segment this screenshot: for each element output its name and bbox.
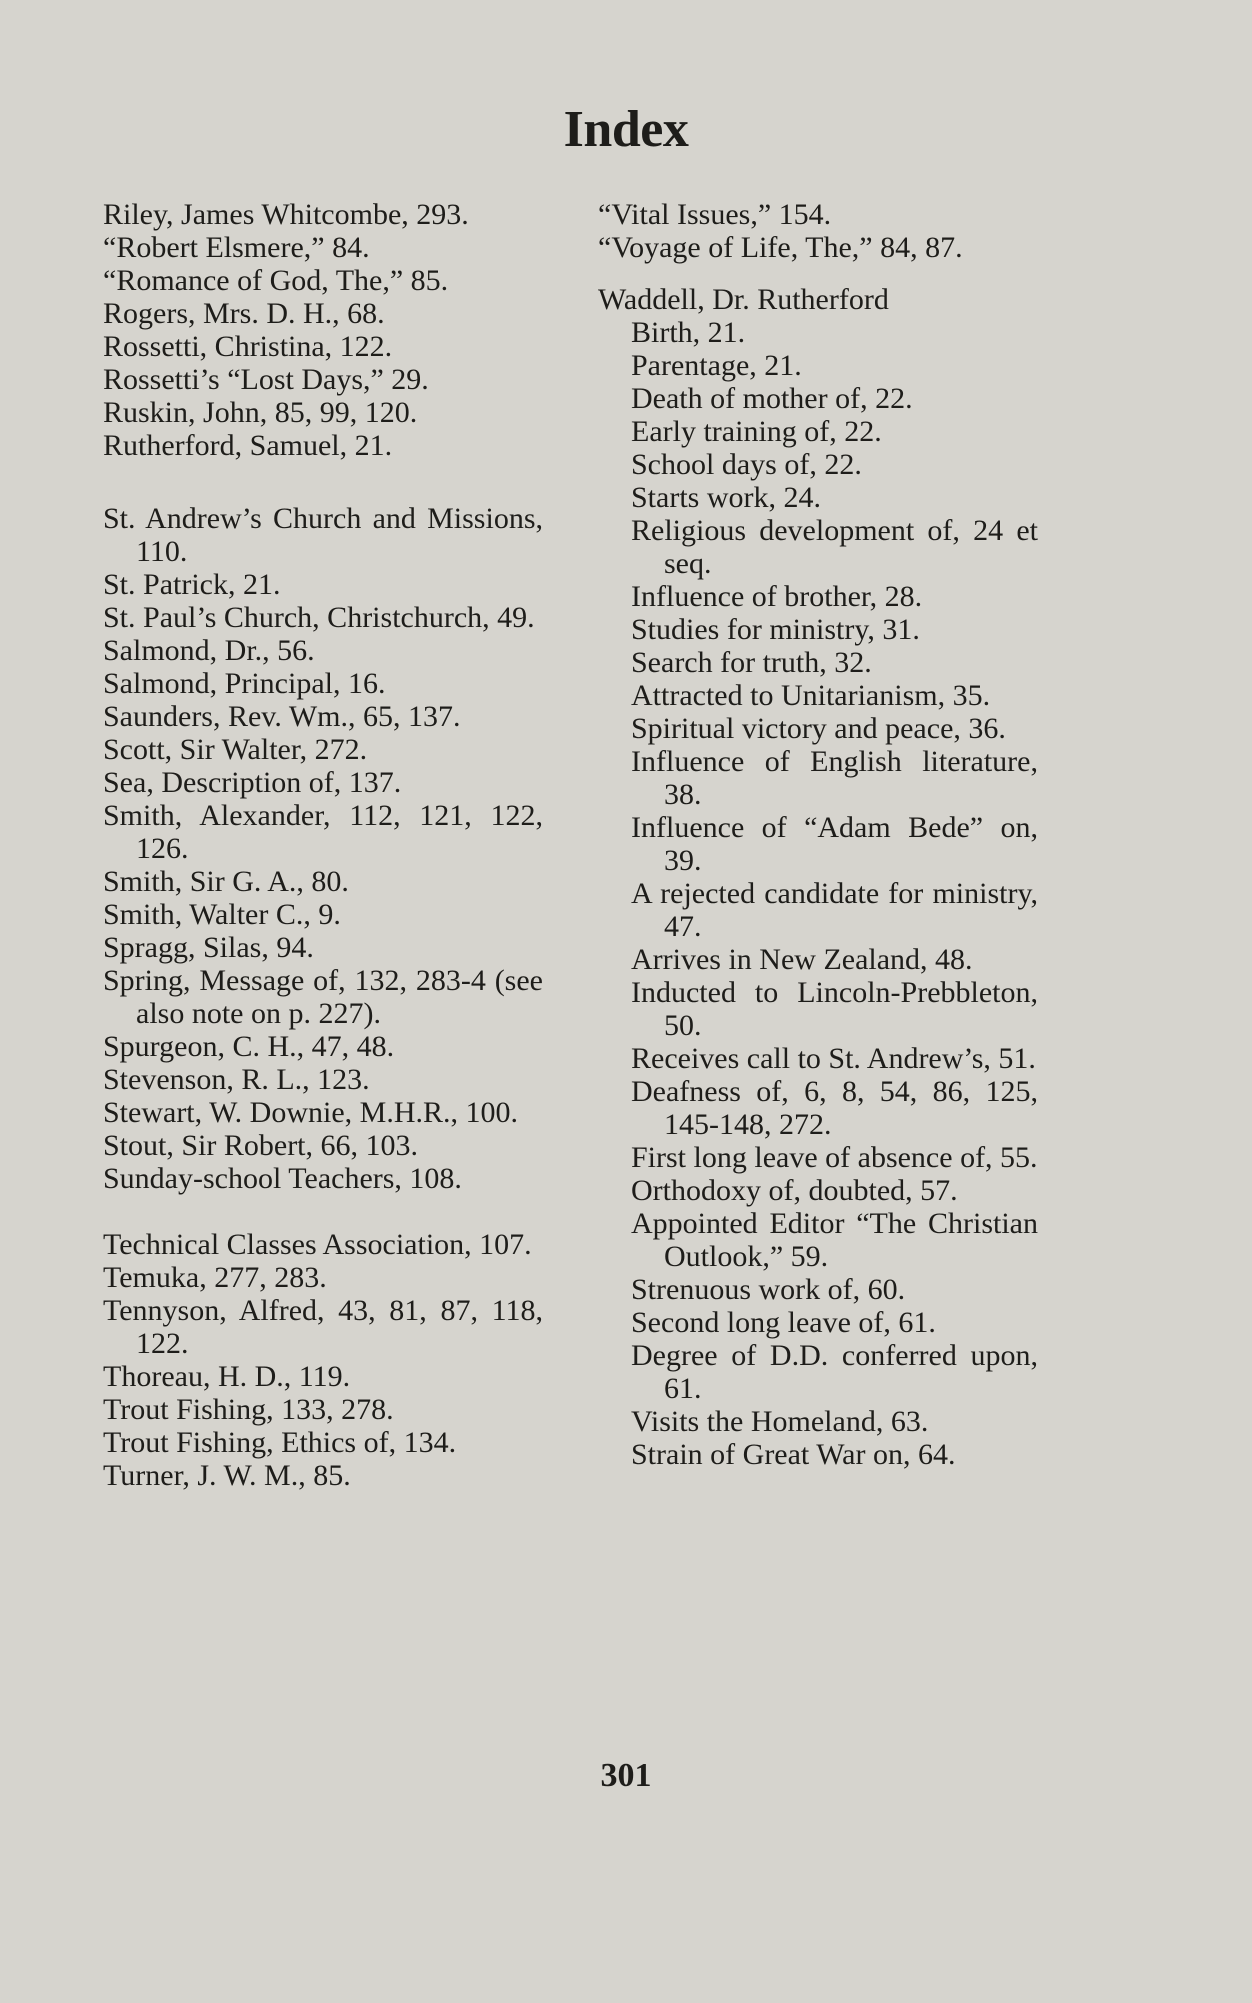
index-entry: Smith, Walter C., 9. [103, 898, 341, 931]
index-entry: Search for truth, 32. [631, 646, 872, 679]
index-group-r [103, 198, 543, 462]
index-entry: “Romance of God, The,” 85. [103, 264, 449, 297]
index-waddell-subentries [598, 316, 1038, 1471]
index-entry: School days of, 22. [631, 448, 862, 481]
index-entry: Riley, James Whitcombe, 293. [103, 198, 469, 231]
page-title: Index [563, 101, 689, 158]
index-entry: Temuka, 277, 283. [103, 1261, 327, 1294]
index-entry: Technical Classes Association, 107. [103, 1228, 532, 1261]
index-entry: Inducted to Lincoln-Prebbleton, 50. [631, 976, 1038, 1042]
index-column-left [103, 198, 543, 1492]
index-entry: Attracted to Unitarianism, 35. [631, 679, 991, 712]
index-entry: Studies for ministry, 31. [631, 613, 920, 646]
index-group-t [103, 1228, 543, 1492]
index-entry: Sunday-school Teachers, 108. [103, 1162, 462, 1195]
page-number: 301 [600, 1757, 652, 1794]
index-entry: Strenuous work of, 60. [631, 1273, 906, 1306]
index-entry: Thoreau, H. D., 119. [103, 1360, 351, 1393]
index-entry: Strain of Great War on, 64. [631, 1438, 956, 1471]
index-entry: Salmond, Dr., 56. [103, 634, 315, 667]
index-entry: Arrives in New Zealand, 48. [631, 943, 973, 976]
index-group-s [103, 502, 543, 1195]
index-entry: Salmond, Principal, 16. [103, 667, 386, 700]
index-entry: Spiritual victory and peace, 36. [631, 712, 1006, 745]
index-entry: Smith, Sir G. A., 80. [103, 865, 349, 898]
index-entry: Smith, Alexander, 112, 121, 122, 126. [103, 799, 543, 865]
index-entry: Trout Fishing, Ethics of, 134. [103, 1426, 457, 1459]
index-entry: Influence of “Adam Bede” on, 39. [631, 811, 1038, 877]
index-entry: “Vital Issues,” 154. [598, 198, 832, 231]
index-entry: Sea, Description of, 137. [103, 766, 402, 799]
index-entry: Parentage, 21. [631, 349, 802, 382]
index-entry: Second long leave of, 61. [631, 1306, 936, 1339]
index-entry: Influence of English literature, 38. [631, 745, 1038, 811]
index-entry: Stevenson, R. L., 123. [103, 1063, 370, 1096]
index-entry: St. Patrick, 21. [103, 568, 281, 601]
index-entry: Ruskin, John, 85, 99, 120. [103, 396, 418, 429]
index-entry: Rossetti, Christina, 122. [103, 330, 393, 363]
index-entry: Stewart, W. Downie, M.H.R., 100. [103, 1096, 518, 1129]
index-entry: Stout, Sir Robert, 66, 103. [103, 1129, 419, 1162]
index-entry: Receives call to St. Andrew’s, 51. [631, 1042, 1036, 1075]
index-entry: Influence of brother, 28. [631, 580, 923, 613]
index-entry: Visits the Homeland, 63. [631, 1405, 929, 1438]
index-entry: “Robert Elsmere,” 84. [103, 231, 370, 264]
index-group-v [598, 198, 1038, 264]
index-entry-waddell: Waddell, Dr. Rutherford [598, 283, 889, 316]
index-entry: Appointed Editor “The Christian Outlook,” 59. [631, 1207, 1038, 1273]
index-entry: Early training of, 22. [631, 415, 882, 448]
index-entry: Religious development of, 24 et seq. [631, 514, 1038, 580]
index-entry: Spragg, Silas, 94. [103, 931, 314, 964]
index-entry: “Voyage of Life, The,” 84, 87. [598, 231, 963, 264]
index-entry: Trout Fishing, 133, 278. [103, 1393, 394, 1426]
index-entry: First long leave of absence of, 55. [631, 1141, 1038, 1174]
index-entry: Rogers, Mrs. D. H., 68. [103, 297, 385, 330]
index-entry: Turner, J. W. M., 85. [103, 1459, 351, 1492]
index-entry: Spring, Message of, 132, 283-4 (see also note on p. 227). [103, 964, 543, 1030]
index-entry: A rejected candidate for ministry, 47. [631, 877, 1038, 943]
index-column-right [598, 198, 1038, 1471]
index-entry: Orthodoxy of, doubted, 57. [631, 1174, 958, 1207]
index-entry: St. Paul’s Church, Christchurch, 49. [103, 601, 535, 634]
index-entry: Degree of D.D. conferred upon, 61. [631, 1339, 1038, 1405]
index-entry: Rossetti’s “Lost Days,” 29. [103, 363, 429, 396]
index-entry: Scott, Sir Walter, 272. [103, 733, 368, 766]
index-entry: Spurgeon, C. H., 47, 48. [103, 1030, 395, 1063]
index-entry: Rutherford, Samuel, 21. [103, 429, 393, 462]
index-entry: Birth, 21. [631, 316, 746, 349]
index-entry: Death of mother of, 22. [631, 382, 913, 415]
index-entry: Deafness of, 6, 8, 54, 86, 125, 145-148, 272. [631, 1075, 1038, 1141]
index-entry: St. Andrew’s Church and Missions, 110. [103, 502, 543, 568]
index-entry: Saunders, Rev. Wm., 65, 137. [103, 700, 461, 733]
index-entry: Tennyson, Alfred, 43, 81, 87, 118, 122. [103, 1294, 543, 1360]
index-entry: Starts work, 24. [631, 481, 821, 514]
